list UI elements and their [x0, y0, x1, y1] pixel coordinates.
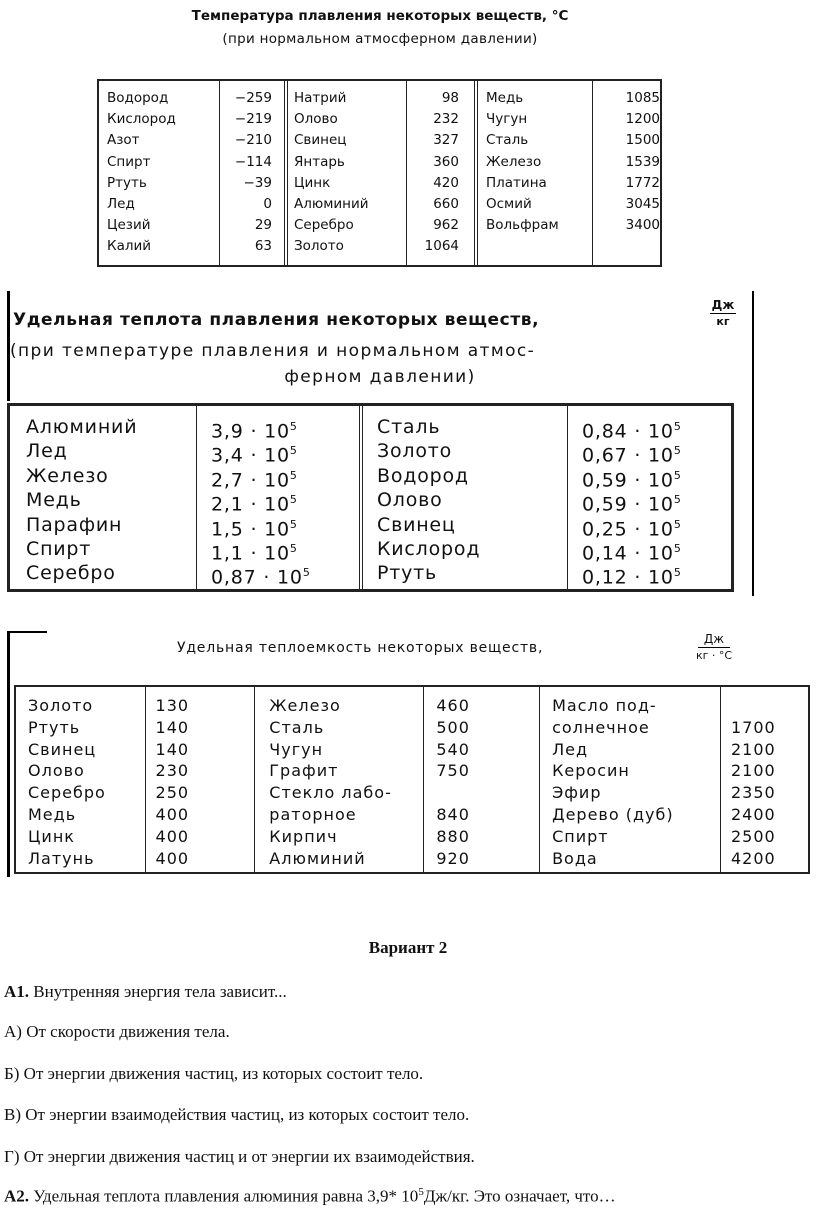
substance-value: 880 — [436, 826, 470, 846]
unit-numerator: Дж — [698, 632, 730, 648]
substance-value: $0,84 \cdot 10^5$ — [582, 420, 682, 443]
substance-value: $0,67 \cdot 10^5$ — [582, 444, 682, 467]
melting-temp-table — [97, 79, 662, 267]
fusion-heat-title: Удельная теплота плавления некоторых веществ, — [13, 310, 540, 330]
substance-value: 63 — [254, 238, 272, 255]
substance-value: 400 — [155, 826, 190, 846]
substance-value: $2,7 \cdot 10^5$ — [211, 468, 298, 492]
t2-col1-names — [10, 406, 196, 589]
t3-col3-names — [539, 687, 720, 872]
unit-numerator: Дж — [711, 298, 735, 312]
substance-name: Ртуть — [377, 562, 438, 585]
t2-col2-names — [359, 406, 567, 589]
t2-col2-values — [567, 406, 722, 589]
power-exponent: 5 — [289, 517, 298, 531]
question-a1 — [4, 982, 287, 1002]
substance-name: Ртуть — [107, 174, 147, 191]
t1-col3-names — [478, 81, 592, 265]
unit-denominator: кг — [716, 315, 730, 328]
substance-name: Водород — [107, 90, 169, 106]
substance-value: −259 — [234, 90, 272, 106]
substance-value: 1700 — [730, 717, 776, 737]
substance-name: Железо — [269, 696, 341, 715]
melting-temp-subtitle: (при нормальном атмосферном давлении) — [222, 31, 538, 47]
substance-value: $1,5 \cdot 10^5$ — [211, 517, 298, 540]
substance-value: 2100 — [730, 761, 776, 781]
substance-value: 1064 — [424, 238, 459, 255]
substance-value: $0,59 \cdot 10^5$ — [582, 493, 682, 516]
substance-value: 0 — [263, 195, 272, 212]
heat-capacity-table — [14, 685, 810, 874]
substance-value: 1200 — [625, 111, 660, 128]
substance-name: Графит — [269, 761, 339, 781]
substance-name: Калий — [107, 238, 152, 255]
question-a2 — [4, 1186, 616, 1207]
substance-name: Золото — [28, 696, 94, 715]
substance-value: 2500 — [730, 826, 776, 846]
substance-name: Спирт — [552, 826, 609, 846]
substance-name: Натрий — [294, 90, 347, 106]
substance-name: Эфир — [552, 783, 602, 803]
substance-name: раторное — [269, 804, 357, 824]
substance-value: $0,12 \cdot 10^5$ — [582, 566, 682, 589]
t1-col1-values — [219, 81, 282, 265]
substance-value: 29 — [254, 217, 272, 234]
substance-value: 250 — [155, 783, 190, 803]
substance-name: Золото — [294, 238, 344, 255]
substance-value: 500 — [436, 717, 470, 737]
substance-name: Лед — [107, 195, 135, 212]
substance-name: Цезий — [107, 217, 151, 234]
substance-value: 840 — [436, 804, 470, 824]
substance-name: Алюминий — [26, 416, 138, 438]
substance-name: Цинк — [294, 174, 331, 191]
substance-value: 540 — [436, 739, 470, 759]
t1-col1-names — [99, 81, 219, 265]
power-exponent: 5 — [302, 566, 311, 580]
substance-value: 327 — [433, 132, 459, 149]
substance-name: Сталь — [377, 416, 441, 438]
substance-value: 360 — [433, 153, 459, 170]
substance-value: 920 — [436, 848, 470, 868]
power-exponent: 5 — [673, 468, 682, 482]
substance-name: Железо — [26, 464, 109, 487]
unit-denominator: кг · °С — [695, 649, 733, 662]
fusion-heat-table — [7, 403, 734, 592]
substance-value: 140 — [155, 739, 190, 759]
substance-name: Азот — [107, 132, 140, 149]
substance-value: $0,59 \cdot 10^5$ — [582, 468, 682, 492]
substance-value: 2100 — [730, 739, 776, 759]
substance-value: $0,14 \cdot 10^5$ — [582, 541, 682, 565]
substance-value: 4200 — [730, 848, 776, 868]
question-label: А1. — [4, 982, 30, 1001]
substance-value: 660 — [433, 195, 459, 212]
substance-value: 1772 — [625, 174, 660, 191]
substance-name: Цинк — [28, 826, 75, 846]
substance-value: $0,87 \cdot 10^5$ — [211, 566, 311, 589]
substance-value: 400 — [155, 804, 190, 824]
substance-value: 98 — [441, 90, 459, 106]
substance-name: Янтарь — [294, 153, 345, 170]
substance-name: Латунь — [28, 848, 95, 868]
capacity-frame-top — [7, 631, 47, 633]
power-exponent: 5 — [673, 566, 682, 580]
substance-name: Олово — [294, 111, 338, 128]
substance-value: 2350 — [730, 783, 776, 803]
heat-capacity-title: Удельная теплоемкость некоторых веществ, — [177, 640, 544, 656]
substance-name: Олово — [28, 761, 85, 781]
a1-option-a: А) От скорости движения тела. — [4, 1022, 230, 1041]
substance-value: −39 — [243, 174, 272, 191]
substance-value: −210 — [234, 132, 272, 149]
substance-value: −114 — [234, 153, 272, 170]
substance-name: Свинец — [28, 739, 97, 759]
substance-name: Кирпич — [269, 826, 338, 846]
substance-value: $1,1 \cdot 10^5$ — [211, 541, 298, 565]
question-text: Внутренняя энергия тела зависит... — [29, 982, 287, 1001]
substance-name: Медь — [28, 804, 77, 824]
substance-value: 420 — [433, 174, 459, 191]
t1-col2-names — [288, 81, 406, 265]
power-exponent: 5 — [289, 493, 298, 507]
substance-name: Свинец — [294, 132, 347, 149]
substance-name: Алюминий — [269, 848, 366, 868]
t1-col3-values — [592, 81, 660, 265]
power-exponent: 5 — [673, 420, 682, 433]
substance-value — [731, 695, 808, 717]
melting-temp-title: Температура плавления некоторых веществ, °С — [191, 8, 569, 24]
substance-name: Медь — [26, 489, 82, 512]
substance-name: Платина — [486, 174, 547, 191]
fusion-heat-unit — [701, 298, 745, 328]
question-label: А2. — [4, 1186, 30, 1206]
substance-value: 750 — [436, 761, 470, 781]
t3-col2-values — [423, 687, 539, 872]
power-exponent: 5 — [289, 468, 298, 482]
substance-name: Стекло лабо- — [269, 783, 392, 803]
power-exponent: 5 — [673, 493, 682, 507]
substance-name: Железо — [486, 153, 542, 170]
substance-value: 3400 — [625, 217, 660, 234]
substance-name: Серебро — [294, 217, 354, 234]
a1-option-d: Г) От энергии движения частиц и от энергии их взаимодействия. — [4, 1147, 475, 1166]
fusion-heat-subtitle-1: (при температуре плавления и нормальном атмос- — [10, 341, 536, 361]
substance-name: Олово — [377, 489, 443, 512]
substance-name: Масло под- — [552, 696, 657, 715]
t3-col3-values — [720, 687, 808, 872]
substance-name: Кислород — [377, 537, 481, 560]
substance-name: Сталь — [486, 132, 529, 149]
power-exponent: 5 — [289, 420, 298, 433]
variant-heading: Вариант 2 — [368, 938, 448, 957]
t2-col1-values — [196, 406, 359, 589]
substance-name: Вольфрам — [486, 217, 559, 234]
substance-value: 460 — [436, 696, 470, 715]
substance-value: $2,1 \cdot 10^5$ — [211, 493, 298, 516]
t3-col1-values — [145, 687, 255, 872]
substance-value: 140 — [155, 717, 190, 737]
substance-value: 962 — [433, 217, 459, 234]
substance-value — [436, 782, 539, 804]
substance-name: Чугун — [269, 739, 324, 759]
question-text-before: Удельная теплота плавления алюминия равна 3,9* 10 — [29, 1186, 419, 1206]
power-exponent: 5 — [673, 444, 682, 458]
substance-name: Алюминий — [294, 195, 369, 212]
substance-name: Чугун — [486, 111, 528, 128]
t1-col2-values — [406, 81, 473, 265]
substance-value: −219 — [234, 111, 272, 128]
substance-value: 2400 — [730, 804, 776, 824]
power-exponent: 5 — [418, 1186, 424, 1198]
substance-name: Керосин — [552, 761, 630, 781]
substance-value: 130 — [155, 696, 190, 715]
a1-option-c: В) От энергии взаимодействия частиц, из которых состоит тело. — [4, 1105, 470, 1124]
substance-name: Медь — [486, 90, 524, 106]
substance-value: $3,9 \cdot 10^5$ — [211, 420, 298, 443]
substance-name: Осмий — [486, 195, 532, 212]
substance-name: Спирт — [107, 153, 151, 170]
t3-col1-names — [16, 687, 145, 872]
fusion-frame-right — [752, 291, 754, 596]
power-exponent: 5 — [289, 541, 298, 555]
substance-name: Кислород — [107, 111, 176, 128]
substance-name: Серебро — [28, 783, 106, 803]
power-exponent: 5 — [673, 541, 682, 555]
substance-name: Водород — [377, 464, 469, 487]
capacity-frame-left — [7, 631, 10, 877]
substance-name: Ртуть — [28, 717, 81, 737]
substance-value: 1539 — [625, 153, 660, 170]
power-exponent: 5 — [673, 517, 682, 531]
power-exponent: 5 — [289, 444, 298, 458]
substance-name: Спирт — [26, 537, 92, 560]
substance-name: Парафин — [26, 513, 123, 536]
substance-value: 232 — [433, 111, 459, 128]
substance-value: 1085 — [625, 90, 660, 106]
substance-name: Дерево (дуб) — [552, 804, 674, 824]
substance-name: Лед — [552, 739, 588, 759]
fusion-heat-subtitle-2: ферном давлении) — [284, 367, 476, 387]
substance-value: $0,25 \cdot 10^5$ — [582, 517, 682, 540]
substance-name: Золото — [377, 440, 453, 463]
heat-capacity-unit — [686, 632, 742, 662]
substance-name: Вода — [552, 848, 598, 868]
substance-value: 400 — [155, 848, 190, 868]
substance-name: солнечное — [552, 717, 650, 737]
substance-name: Серебро — [26, 562, 116, 585]
t3-col2-names — [254, 687, 423, 872]
substance-name: Сталь — [269, 717, 325, 737]
substance-value: 230 — [155, 761, 190, 781]
substance-value: 3045 — [625, 195, 660, 212]
substance-name: Свинец — [377, 513, 456, 536]
substance-value: 1500 — [625, 132, 660, 149]
question-text-after: Дж/кг. Это означает, что… — [423, 1186, 616, 1206]
a1-option-b: Б) От энергии движения частиц, из которых состоит тело. — [4, 1064, 424, 1083]
substance-name: Лед — [26, 440, 68, 463]
substance-value: $3,4 \cdot 10^5$ — [211, 444, 298, 467]
